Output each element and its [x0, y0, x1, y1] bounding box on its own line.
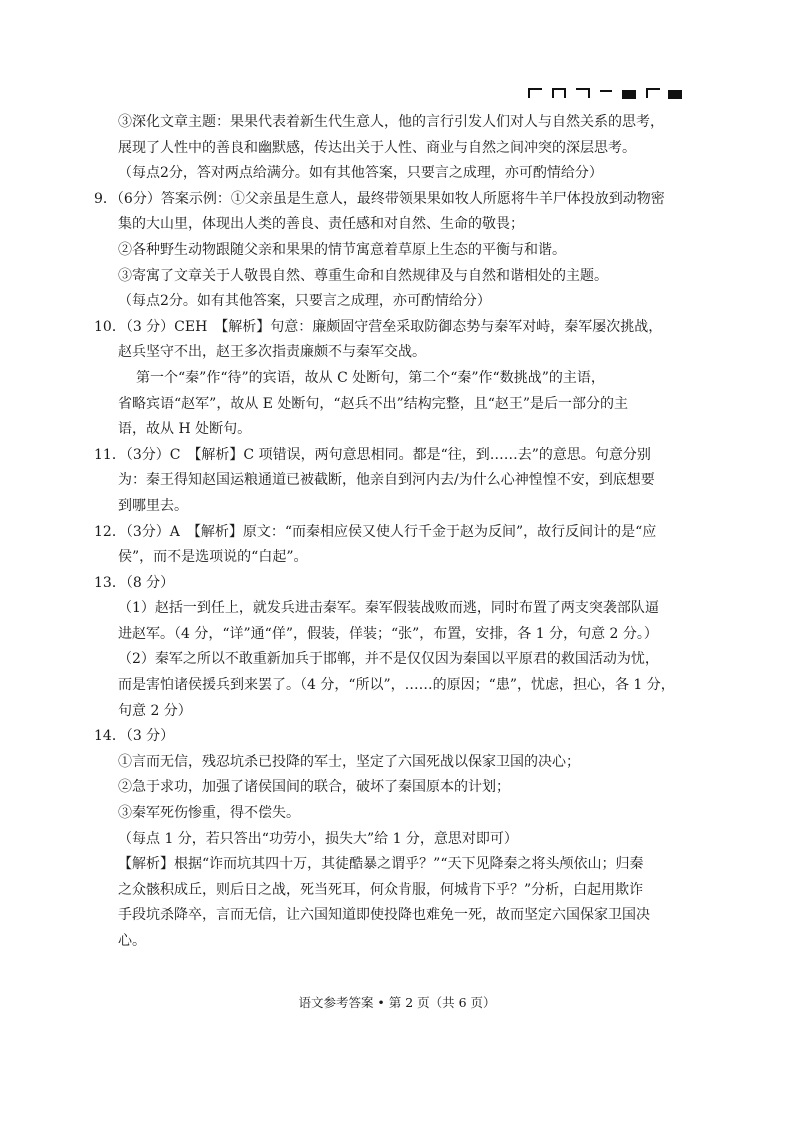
text-line: 为：秦王得知赵国运粮通道已被截断，他亲自到河内去/为什么心神惶惶不安，到底想要 [118, 472, 655, 489]
text-line: 赵兵坚守不出，赵王多次指责廉颇不与秦军交战。 [118, 344, 426, 361]
text-line: 【解析】根据“诈而坑其四十万，其徒酷暴之谓乎？”“天下见降秦之将头颅依山；归秦 [118, 856, 644, 873]
text-line: 句意 2 分） [118, 702, 192, 719]
text-line: （每点2分。如有其他答案，只要言之成理，亦可酌情给分） [118, 293, 491, 310]
text-line: （每点 1 分，若只答出“功劳小，损失大”给 1 分，意思对即可） [118, 830, 518, 847]
q10-line: 10．（3 分）CEH 【解析】句意：廉颇固守营垒采取防御态势与秦军对峙，秦军屡次挑战， [94, 318, 663, 335]
text-line: 进赵军。（4 分，“详”通“佯”，假装，佯装；“张”，布置，安排，各 1 分，句意 2 分。） [118, 625, 658, 642]
text-line: ②急于求功，加强了诸侯国间的联合，破坏了秦国原本的计划； [118, 779, 510, 796]
bracket-icon [646, 88, 660, 98]
text-line: 到哪里去。 [118, 497, 188, 514]
text-line: ③深化文章主题：果果代表着新生代生意人，他的言行引发人们对人与自然关系的思考， [118, 114, 664, 130]
text-line: ③秦军死伤惨重，得不偿失。 [118, 805, 300, 822]
text-line: 手段坑杀降卒，言而无信，让六国知道即使投降也难免一死，故而坚定六国保家卫国决 [118, 907, 650, 924]
text-line: 省略宾语“赵军”，故从 E 处断句，“赵兵不出”结构完整，且“赵王”是后一部分的主 [118, 395, 629, 412]
text-line: （2）秦军之所以不敢重新加兵于邯郸，并不是仅仅因为秦国以平原君的救国活动为忧， [118, 651, 659, 668]
text-line: ①言而无信，残忍坑杀已投降的军士，坚定了六国死战以保家卫国的决心； [118, 753, 580, 770]
text-line: 而是害怕诸侯援兵到来罢了。（4 分，“所以”，……的原因；“患”，忧虑，担心，各 1 分， [118, 677, 675, 694]
bracket-icon [576, 88, 590, 98]
text-line: （1）赵括一到任上，就发兵进击秦军。秦军假装战败而逃，同时布置了两支突袭部队逼 [118, 600, 659, 617]
text-line: 集的大山里，体现出人类的善良、责任感和对自然、生命的敬畏； [118, 216, 524, 233]
text-line: 之众骸积成丘，则后日之战，死当死耳，何众肯服，何城肯下乎？”分析，白起用欺诈 [118, 881, 644, 898]
text-line: 心。 [118, 933, 146, 949]
text-line: 展现了人性中的善良和幽默感，传达出关于人性、商业与自然之间冲突的深层思考。 [118, 139, 636, 156]
block-icon [668, 90, 682, 99]
q12-line: 12．（3分）A 【解析】原文：“而秦相应侯又使人行千金于赵为反间”，故行反间计的是“应 [94, 523, 657, 540]
bracket-icon [528, 88, 542, 98]
text-line: ②各种野生动物跟随父亲和果果的情节寓意着草原上生态的平衡与和谐。 [118, 241, 566, 258]
q11-line: 11．（3分）C 【解析】C 项错误，两句意思相同。都是“往，到……去”的意思。句意分别 [94, 446, 651, 463]
q13-line: 13．（8 分） [94, 574, 175, 591]
text-line: 侯”，而不是选项说的“白起”。 [118, 549, 308, 566]
q9-line: 9．（6分）答案示例：①父亲虽是生意人，最终带领果果如牧人所愿将牛羊尸体投放到动物密 [94, 190, 665, 207]
text-line: 第一个“秦”作“待”的宾语，故从 C 处断句，第二个“秦”作“数挑战”的主语， [136, 369, 605, 386]
text-line: 语，故从 H 处断句。 [118, 421, 252, 438]
q14-line: 14．（3 分） [94, 728, 175, 745]
bracket-icon [552, 88, 566, 98]
block-icon [622, 90, 636, 99]
answer-content [94, 110, 678, 955]
text-line: ③寄寓了文章关于人敬畏自然、尊重生命和自然规律及与自然和谐相处的主题。 [118, 267, 608, 284]
dash-icon [600, 90, 612, 100]
page-footer: 语文参考答案 • 第 2 页（共 6 页） [298, 995, 496, 1010]
text-line: （每点2分，答对两点给满分。如有其他答案，只要言之成理，亦可酌情给分） [118, 165, 603, 182]
